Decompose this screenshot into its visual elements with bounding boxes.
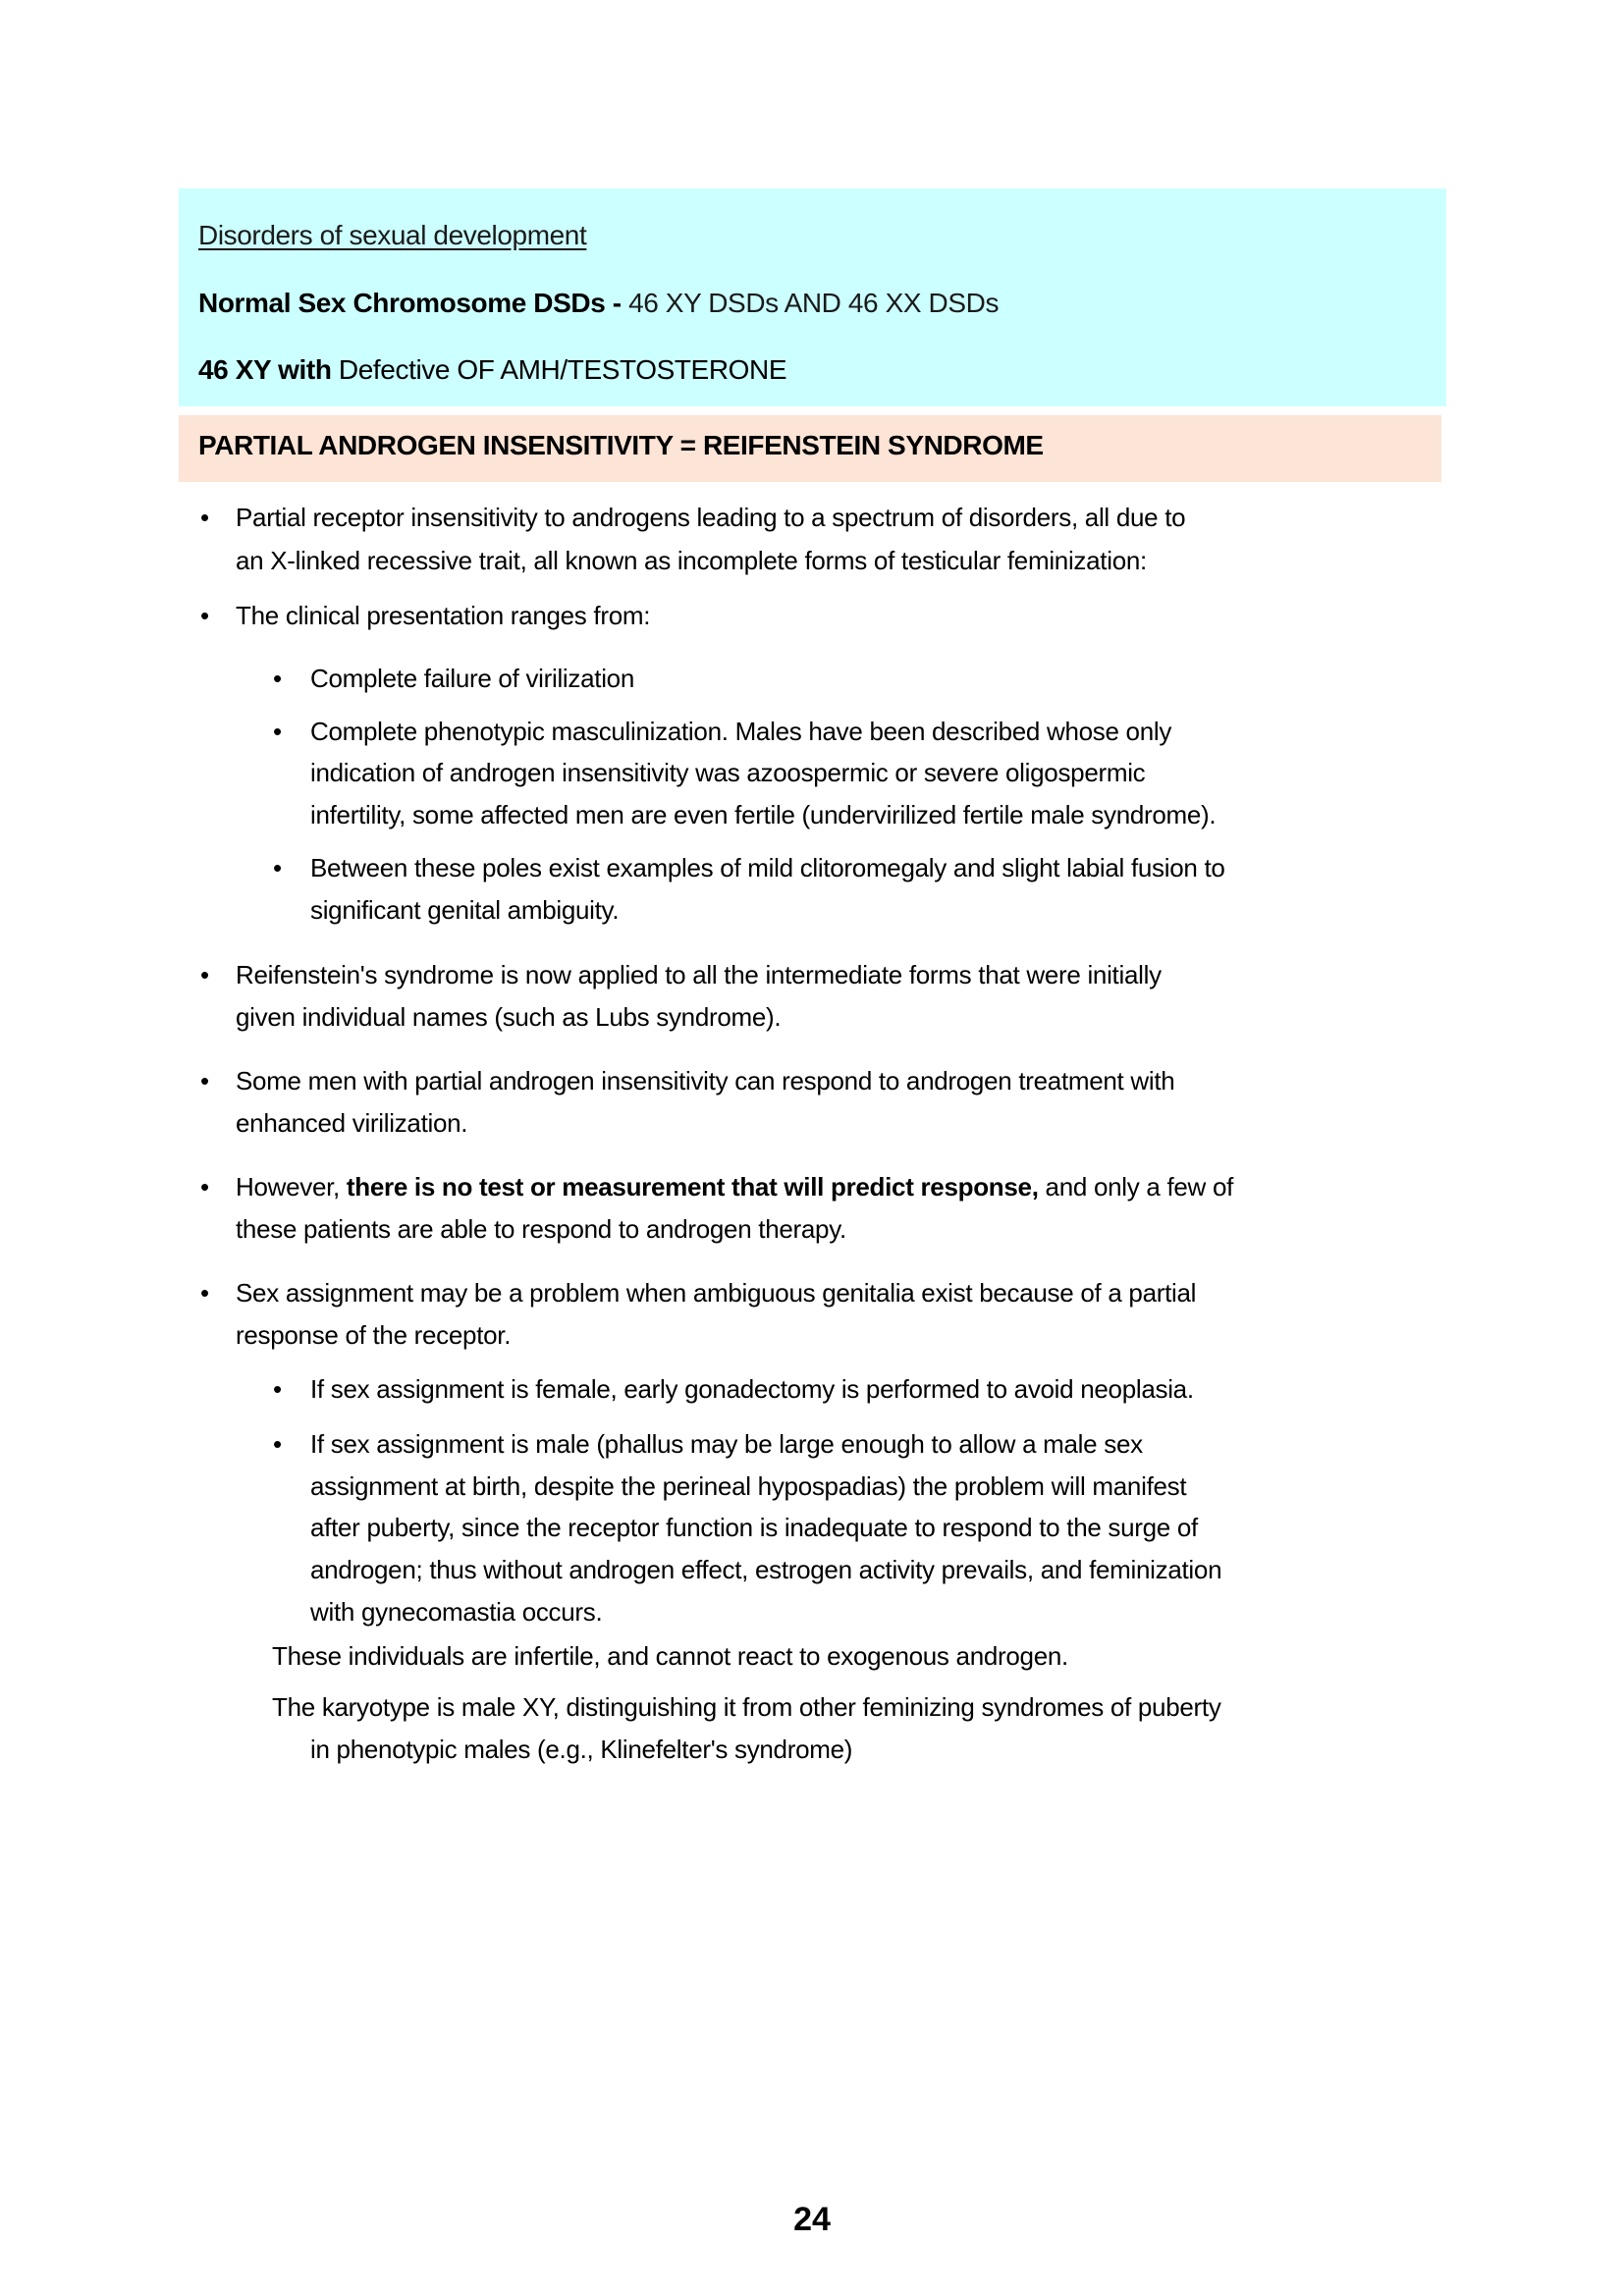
bullet-icon: •	[200, 1066, 210, 1095]
sub-bullet-icon: •	[273, 853, 283, 882]
paragraph-infertile: These individuals are infertile, and cannot react to exogenous androgen.	[272, 1641, 1068, 1671]
bullet-2-sub-2-line-3: infertility, some affected men are even fertile (undervirilized fertile male syndrome).	[310, 800, 1217, 829]
bullet-icon: •	[200, 1172, 210, 1201]
bullet-2-sub-2-line-2: indication of androgen insensitivity was azoospermic or severe oligospermic	[310, 758, 1146, 787]
bullet-4-line-1: Some men with partial androgen insensitivity can respond to androgen treatment with	[236, 1066, 1175, 1095]
bullet-4-line-2: enhanced virilization.	[236, 1108, 468, 1138]
bullet-5-post: and only a few of	[1038, 1172, 1234, 1201]
bullet-2-sub-2-line-1: Complete phenotypic masculinization. Males have been described whose only	[310, 717, 1172, 746]
bullet-2-line-1: The clinical presentation ranges from:	[236, 601, 651, 630]
sub-bullet-icon: •	[273, 717, 283, 746]
category-line	[198, 355, 786, 385]
bullet-6-sub-1: If sex assignment is female, early gonadectomy is performed to avoid neoplasia.	[310, 1374, 1194, 1404]
category-bold: 46 XY with	[198, 354, 332, 385]
bullet-6-sub-2-line-1: If sex assignment is male (phallus may be large enough to allow a male sex	[310, 1429, 1143, 1459]
bullet-2-sub-1: Complete failure of virilization	[310, 664, 634, 693]
subtitle-rest: 46 XY DSDs AND 46 XX DSDs	[628, 288, 1000, 318]
sub-bullet-icon: •	[273, 1429, 283, 1459]
paragraph-karyotype-line-2: in phenotypic males (e.g., Klinefelter's syndrome)	[310, 1735, 853, 1764]
bullet-6-line-1: Sex assignment may be a problem when ambiguous genitalia exist because of a partial	[236, 1278, 1197, 1308]
subtitle-sep: -	[605, 288, 629, 318]
bullet-5-pre: However,	[236, 1172, 347, 1201]
subtitle-bold: Normal Sex Chromosome DSDs	[198, 288, 606, 318]
bullet-1-line-2: an X-linked recessive trait, all known as incomplete forms of testicular feminization:	[236, 546, 1147, 575]
subtitle-line	[198, 289, 999, 318]
bullet-6-sub-2-line-3: after puberty, since the receptor function is inadequate to respond to the surge of	[310, 1513, 1198, 1542]
bullet-1-line-1: Partial receptor insensitivity to androgens leading to a spectrum of disorders, all due to	[236, 503, 1186, 532]
paragraph-karyotype-line-1: The karyotype is male XY, distinguishing it from other feminizing syndromes of puberty	[272, 1692, 1221, 1722]
bullet-6-line-2: response of the receptor.	[236, 1320, 512, 1350]
bullet-icon: •	[200, 1278, 210, 1308]
page-number: 24	[793, 2201, 831, 2238]
bullet-icon: •	[200, 960, 210, 989]
bullet-3-line-2: given individual names (such as Lubs syndrome).	[236, 1002, 782, 1032]
bullet-6-sub-2-line-5: with gynecomastia occurs.	[310, 1597, 603, 1627]
bullet-2-sub-3-line-1: Between these poles exist examples of mild clitoromegaly and slight labial fusion to	[310, 853, 1225, 882]
bullet-5-line-2: these patients are able to respond to androgen therapy.	[236, 1214, 846, 1244]
document-title: Disorders of sexual development	[198, 220, 587, 250]
sub-bullet-icon: •	[273, 664, 283, 693]
category-rest: Defective OF AMH/TESTOSTERONE	[331, 354, 787, 385]
bullet-6-sub-2-line-4: androgen; thus without androgen effect, estrogen activity prevails, and feminization	[310, 1555, 1222, 1584]
bullet-5-emphasis: there is no test or measurement that will predict response,	[346, 1172, 1039, 1201]
bullet-icon: •	[200, 503, 210, 532]
bullet-2-sub-3-line-2: significant genital ambiguity.	[310, 895, 620, 925]
bullet-3-line-1: Reifenstein's syndrome is now applied to all the intermediate forms that were initially	[236, 960, 1162, 989]
bullet-icon: •	[200, 601, 210, 630]
bullet-6-sub-2-line-2: assignment at birth, despite the perineal hypospadias) the problem will manifest	[310, 1471, 1187, 1501]
sub-bullet-icon: •	[273, 1374, 283, 1404]
section-heading: PARTIAL ANDROGEN INSENSITIVITY = REIFENSTEIN SYNDROME	[198, 430, 1044, 460]
bullet-5-line-1	[236, 1173, 1233, 1201]
